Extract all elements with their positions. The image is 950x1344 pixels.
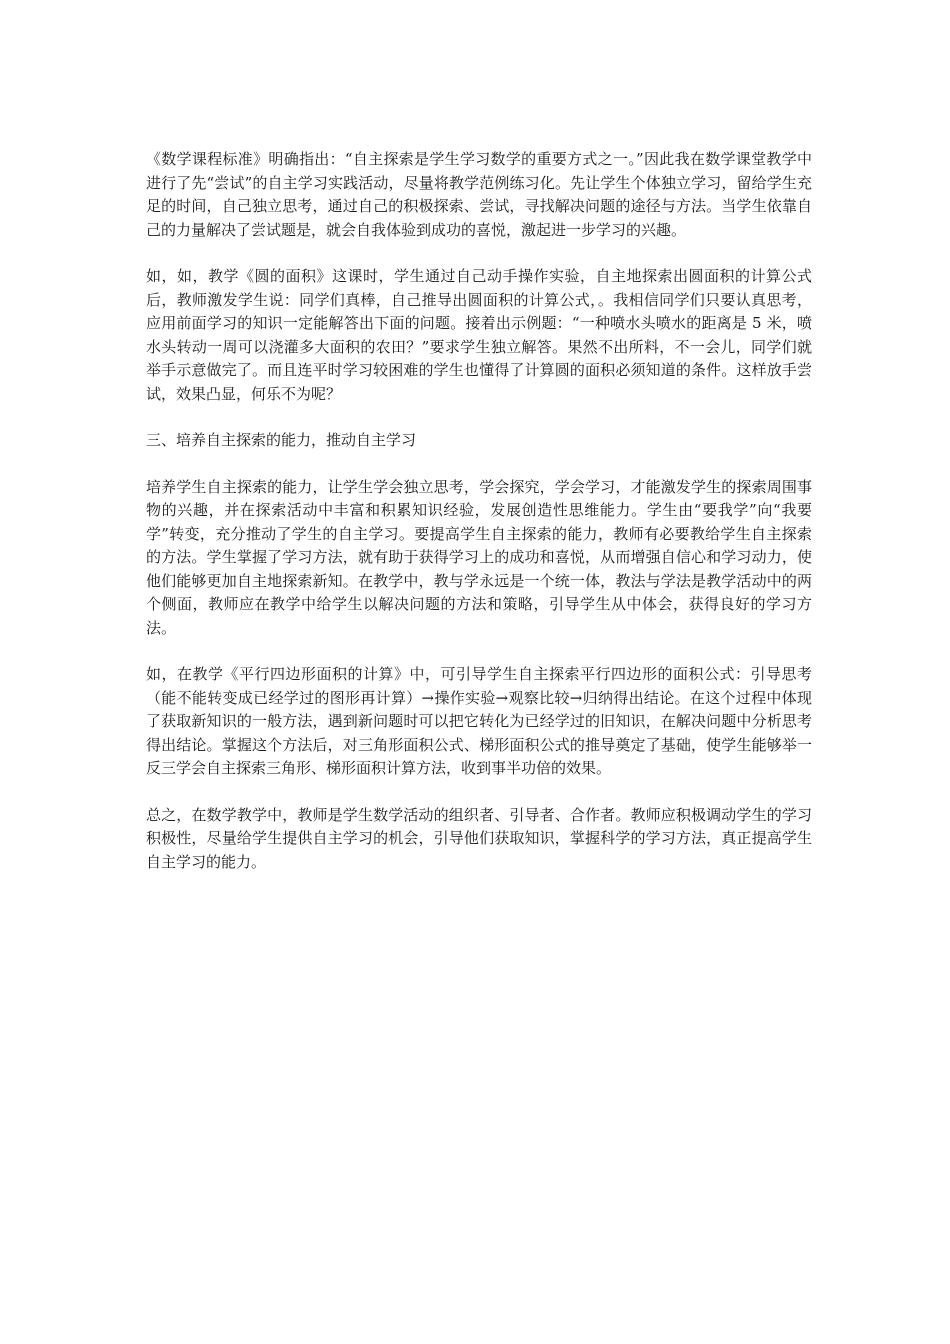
paragraph-exploration-ability: 培养学生自主探索的能力，让学生学会独立思考，学会探究，学会学习，才能激发学生的探索周围事物的兴趣，并在探索活动中丰富和积累知识经验，发展创造性思维能力。学生由“要我学”向“我要学”转变，充分推动了学生的自主学习。要提高学生自主探索的能力，教师有必要教给学生自主探索的方法。学生掌握了学习方法，就有助于获得学习上的成功和喜悦，从而增强自信心和学习动力，使他们能够更加自主地探索新知。在教学中，教与学永远是一个统一体，教法与学法是教学活动中的两个侧面，教师应在教学中给学生以解决问题的方法和策略，引导学生从中体会，获得良好的学习方法。 bbox=[146, 477, 812, 637]
paragraph-intro: 《数学课程标准》明确指出：“自主探索是学生学习数学的重要方式之一。”因此我在数学课堂教学中进行了先“尝试”的自主学习实践活动，尽量将教学范例练习化。先让学生个体独立学习，留给学生充足的时间，自己独立思考，通过自己的积极探索、尝试，寻找解决问题的途径与方法。当学生依靠自己的力量解决了尝试题是，就会自我体验到成功的喜悦，激起进一步学习的兴趣。 bbox=[146, 150, 812, 239]
document-body bbox=[146, 148, 812, 897]
section-heading: 三、培养自主探索的能力，推动自主学习 bbox=[146, 431, 417, 449]
paragraph-conclusion: 总之，在数学教学中，教师是学生数学活动的组织者、引导者、合作者。教师应积极调动学生的学习积极性，尽量给学生提供自主学习的机会，引导他们获取知识，掌握科学的学习方法，真正提高学生自主学习的能力。 bbox=[146, 805, 812, 871]
paragraph-parallelogram-example: 如，在教学《平行四边形面积的计算》中，可引导学生自主探索平行四边形的面积公式：引导思考（能不能转变成已经学过的图形再计算）→操作实验→观察比较→归纳得出结论。在这个过程中体现了获取新知识的一般方法，遇到新问题时可以把它转化为已经学过的旧知识，在解决问题中分析思考得出结论。掌握这个方法后，对三角形面积公式、梯形面积公式的推导奠定了基础，使学生能够举一反三学会自主探索三角形、梯形面积计算方法，收到事半功倍的效果。 bbox=[146, 665, 812, 777]
paragraph-circle-area-example: 如，如，教学《圆的面积》这课时，学生通过自己动手操作实验，自主地探索出圆面积的计算公式后，教师激发学生说：同学们真棒，自己推导出圆面积的计算公式，。我相信同学们只要认真思考，应用前面学习的知识一定能解答出下面的问题。接着出示例题：“一种喷水头喷水的距离是 5 米，喷水头转动一周可以浇灌多大面积的农田？”要求学生独立解答。果然不出所料，不一会儿，同学们就举手示意做完了。而且连平时学习较困难的学生也懂得了计算圆的面积必须知道的条件。这样放手尝试，效果凸显，何乐不为呢？ bbox=[146, 267, 812, 403]
